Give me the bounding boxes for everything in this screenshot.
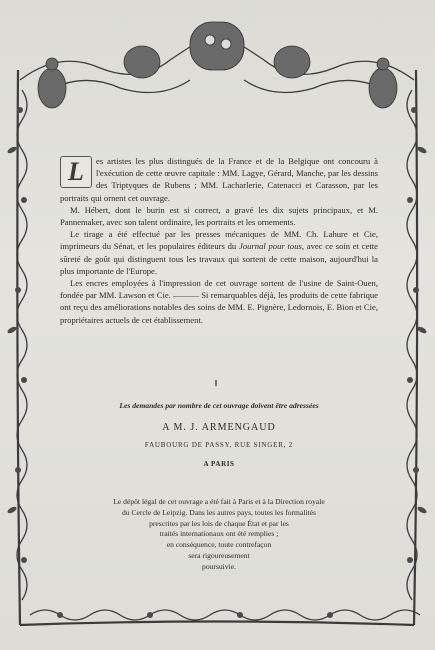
legal-line: traités internationaux ont été remplies ; bbox=[159, 529, 279, 539]
drop-cap: L bbox=[60, 156, 92, 188]
paragraph-artists bbox=[60, 155, 378, 204]
legal-line: en conséquence, toute contrefaçon bbox=[166, 540, 272, 550]
legal-line: du Cercle de Leipzig. Dans les autres pays, toutes les formalités bbox=[121, 507, 316, 517]
legal-notice bbox=[60, 497, 378, 573]
addressee-name: A M. J. ARMENGAUD bbox=[162, 422, 276, 433]
paragraph-engraver: M. Hébert, dont le burin est si correct, a gravé les dix sujets principaux, et M. Pannemaker, avec son talent ordinaire, les portraits et les ornements. bbox=[60, 204, 378, 228]
orders-notice: Les demandes par nombre de cet ouvrage doivent être adressées bbox=[119, 401, 319, 410]
legal-line: prescrites par les lois de chaque État et par les bbox=[149, 518, 289, 528]
main-text bbox=[60, 155, 378, 326]
paragraph-printing bbox=[60, 228, 378, 277]
journal-title: Journal pour tous bbox=[239, 241, 302, 252]
paragraph-inks: Les encres employées à l'impression de cet ouvrage sortent de l'usine de Saint-Ouen, fondée par MM. Lawson et Cie. ——— Si remarquables déjà, les produits de cette fabrique ont reçu des améliorations notables des soins de MM. E. Pignère, Ledornois, E. Bion et Cie, propriétaires actuels de cet établissement. bbox=[60, 278, 378, 325]
printing-text-b: , avec ce soin et cette sûreté de goût qui distinguent tous les travaux qui sortent de cette maison, aujourd'hui la plus importante de l'Europe. bbox=[60, 241, 378, 276]
legal-line: Le dépôt légal de cet ouvrage a été fait à Paris et à la Direction royale bbox=[113, 497, 325, 506]
legal-line: sera rigoureusement bbox=[188, 550, 250, 560]
paragraph-artists-text: es artistes les plus distingués de la France et de la Belgique ont concouru à l'exécution de cette œuvre capitale : MM. Lagye, Gérard, Manche, par les dessins des Triptyques de Rubens ; MM. Lacharlerie, Catenacci et Carasson, par les portraits qui ornent cet ouvrage. bbox=[60, 156, 378, 203]
printing-text-a: Le tirage a été effectué par les presses mécaniques de MM. Ch. Lahure et Cie, imprimeurs du Sénat, et les populaires éditeurs du bbox=[60, 229, 378, 252]
addressee-street: FAUBOURG DE PASSY, RUE SINGER, 2 bbox=[144, 441, 294, 449]
legal-line: poursuivie. bbox=[202, 561, 236, 571]
addressee-city: A PARIS bbox=[203, 460, 235, 468]
